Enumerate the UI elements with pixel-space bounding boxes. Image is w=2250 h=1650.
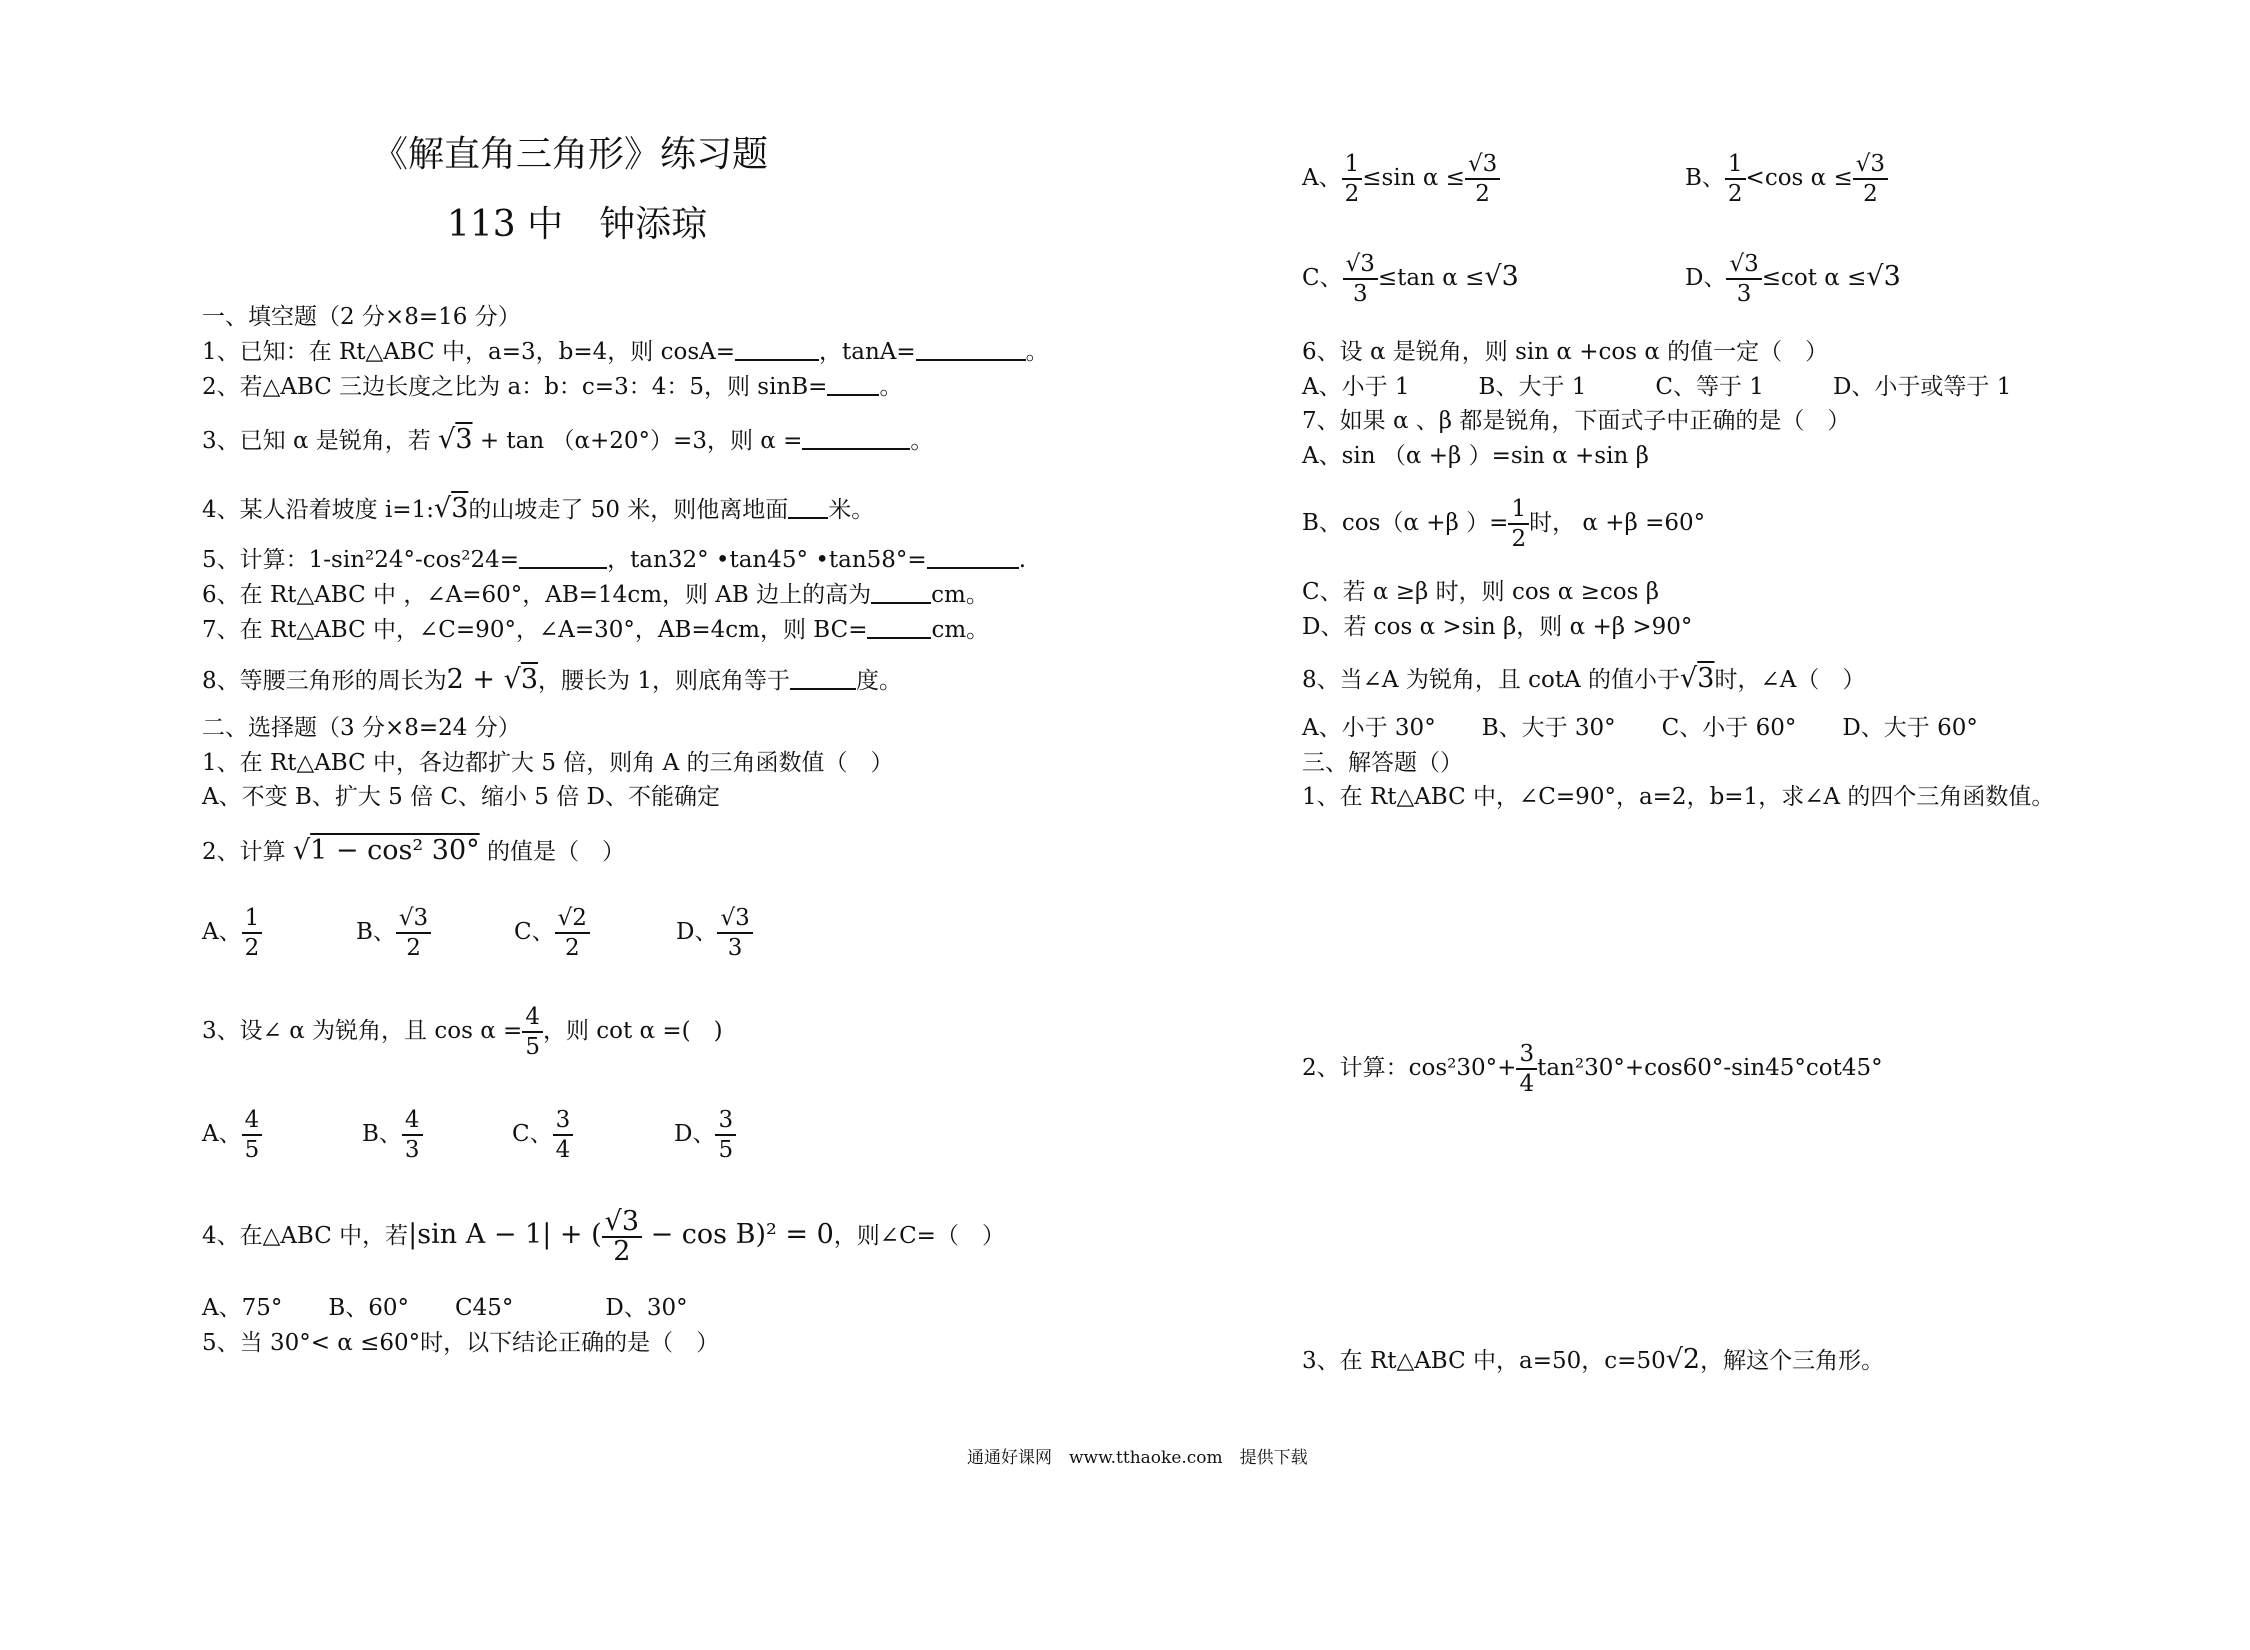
s3-q3: 3、在 Rt△ABC 中，a=50，c=50√2，解这个三角形。 bbox=[1302, 1344, 1885, 1375]
s3-q1: 1、在 Rt△ABC 中，∠C=90°，a=2，b=1，求∠A 的四个三角函数值。 bbox=[1302, 784, 2055, 810]
s2-q5: 5、当 30°< α ≤60°时，以下结论正确的是（ ） bbox=[202, 1330, 720, 1356]
s2-q8: 8、当∠A 为锐角，且 cotA 的值小于√3时，∠A（ ） bbox=[1302, 663, 1866, 694]
author-line: 113 中 钟添琼 bbox=[447, 204, 708, 245]
section1-header: 一、填空题（2 分×8=16 分） bbox=[202, 304, 521, 330]
s2-q8-options: A、小于 30° B、大于 30° C、小于 60° D、大于 60° bbox=[1302, 715, 1978, 741]
s2-q5-option-a: A、 $\frac{1}{2}$ ≤sin α ≤ $\frac{√3}{2}$ bbox=[1302, 150, 1500, 208]
s3-q2: 2、计算：cos²30°+ $\frac{3}{4}$ tan²30°+cos60°-sin45°cot45° bbox=[1302, 1041, 1883, 1097]
s2-q3-option-a: A、 $\frac{4}{5}$ bbox=[202, 1106, 262, 1164]
s2-q2-option-d: D、 $\frac{√3}{3}$ bbox=[676, 904, 753, 962]
s2-q1-options: A、不变 B、扩大 5 倍 C、缩小 5 倍 D、不能确定 bbox=[202, 784, 720, 810]
s2-q7-option-b: B、cos（α +β ）= $\frac{1}{2}$ 时， α +β =60° bbox=[1302, 496, 1706, 552]
s2-q2-option-c: C、 $\frac{√2}{2}$ bbox=[514, 904, 590, 962]
s2-q7-option-a: A、sin （α +β ）=sin α +sin β bbox=[1302, 443, 1649, 469]
s2-q5-option-b: B、 $\frac{1}{2}$ <cos α ≤ $\frac{√3}{2}$ bbox=[1685, 150, 1888, 208]
s2-q6-options: A、小于 1 B、大于 1 C、等于 1 D、小于或等于 1 bbox=[1302, 374, 2012, 400]
s2-q2: 2、计算 √1 − cos² 30° 的值是（ ） bbox=[202, 835, 625, 866]
section3-header: 三、解答题（） bbox=[1302, 750, 1463, 776]
s1-q6: 6、在 Rt△ABC 中 ，∠A=60°，AB=14cm，则 AB 边上的高为 cm。 bbox=[202, 582, 989, 608]
s2-q1: 1、在 Rt△ABC 中，各边都扩大 5 倍，则角 A 的三角函数值（ ） bbox=[202, 750, 894, 776]
s2-q4: 4、在△ABC 中，若|sin A − 1| + ( $\frac{√3}{2}$ − cos B)² = 0，则∠C=（ ） bbox=[202, 1206, 1005, 1267]
s2-q6: 6、设 α 是锐角，则 sin α +cos α 的值一定（ ） bbox=[1302, 339, 1829, 365]
s1-q8: 8、等腰三角形的周长为2 + √3，腰长为 1，则底角等于 度。 bbox=[202, 664, 902, 695]
s1-q4: 4、某人沿着坡度 i=1:√3的山坡走了 50 米，则他离地面 米。 bbox=[202, 493, 875, 524]
s1-q2: 2、若△ABC 三边长度之比为 a：b：c=3：4：5，则 sinB= 。 bbox=[202, 374, 903, 400]
page-title: 《解直角三角形》练习题 bbox=[372, 134, 769, 175]
s2-q7-option-c: C、若 α ≥β 时，则 cos α ≥cos β bbox=[1302, 579, 1660, 605]
s2-q3-option-b: B、 $\frac{4}{3}$ bbox=[362, 1106, 423, 1164]
s2-q7: 7、如果 α 、β 都是锐角，下面式子中正确的是（ ） bbox=[1302, 408, 1851, 434]
s2-q3-option-c: C、 $\frac{3}{4}$ bbox=[512, 1106, 573, 1164]
s2-q7-option-d: D、若 cos α >sin β，则 α +β >90° bbox=[1302, 614, 1693, 640]
s1-q5: 5、计算：1-sin²24°-cos²24= ，tan32° •tan45° •tan58°= . bbox=[202, 547, 1027, 573]
s2-q2-option-b: B、 $\frac{√3}{2}$ bbox=[356, 904, 431, 962]
section2-header: 二、选择题（3 分×8=24 分） bbox=[202, 715, 521, 741]
s2-q5-option-c: C、 $\frac{√3}{3}$ ≤tan α ≤√3 bbox=[1302, 251, 1519, 307]
s1-q7: 7、在 Rt△ABC 中，∠C=90°，∠A=30°，AB=4cm，则 BC= cm。 bbox=[202, 617, 990, 643]
s2-q5-option-d: D、 $\frac{√3}{3}$ ≤cot α ≤√3 bbox=[1685, 251, 1901, 307]
footer-text: 通通好课网 www.tthaoke.com 提供下载 bbox=[967, 1448, 1308, 1468]
s2-q4-options: A、75° B、60° C45° D、30° bbox=[202, 1295, 688, 1321]
s2-q3: 3、设∠ α 为锐角，且 cos α = $\frac{4}{5}$ ，则 cot α =( ) bbox=[202, 1004, 723, 1060]
s2-q3-option-d: D、 $\frac{3}{5}$ bbox=[674, 1106, 736, 1164]
s1-q3: 3、已知 α 是锐角，若 √3 + tan （α+20°）=3，则 α = 。 bbox=[202, 424, 934, 455]
s2-q2-option-a: A、 $\frac{1}{2}$ bbox=[202, 904, 262, 962]
s1-q1: 1、已知：在 Rt△ABC 中，a=3，b=4，则 cosA= ，tanA= 。 bbox=[202, 339, 1049, 365]
